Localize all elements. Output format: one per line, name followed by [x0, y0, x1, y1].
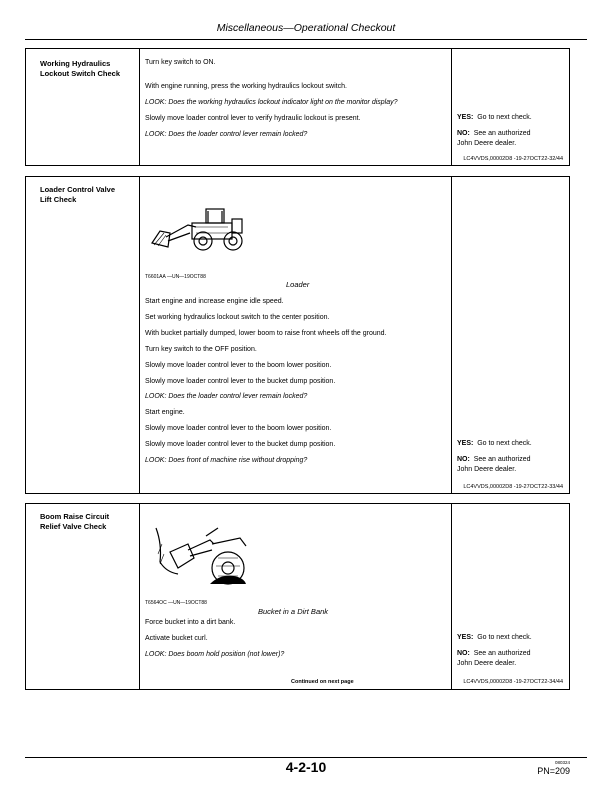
column-divider: [139, 177, 140, 493]
instruction-line: Slowly move loader control lever to the boom lower position.: [145, 425, 332, 432]
section-title-line: Lift Check: [40, 194, 77, 204]
yes-answer: YES: Go to next check.: [457, 114, 532, 121]
instruction-line: Start engine.: [145, 409, 185, 416]
instruction-line: Set working hydraulics lockout switch to the center position.: [145, 314, 330, 321]
look-question: LOOK: Does boom hold position (not lower)?: [145, 651, 285, 658]
section-title-line: Relief Valve Check: [40, 521, 107, 531]
no-answer-cont: John Deere dealer.: [457, 466, 517, 473]
reference-code: LC4VVDS,00002D8 -19-27OCT22-33/44: [463, 484, 563, 490]
look-question: LOOK: Does front of machine rise without dropping?: [145, 457, 308, 464]
instruction-line: Force bucket into a dirt bank.: [145, 619, 236, 626]
section-title-line: Working Hydraulics: [40, 59, 111, 68]
column-divider: [451, 49, 452, 165]
instruction-line: Slowly move loader control lever to the bucket dump position.: [145, 441, 336, 448]
section-title: [40, 59, 120, 78]
section-loader-control-valve-lift: [25, 176, 570, 494]
look-question: LOOK: Does the loader control lever remain locked?: [145, 131, 308, 138]
bucket-dirt-bank-illustration: [148, 524, 248, 586]
column-divider: [451, 177, 452, 493]
figure-caption: Loader: [286, 280, 310, 289]
figure-id: T6601AA —UN—19OCT88: [145, 274, 206, 280]
instruction-line: With bucket partially dumped, lower boom to raise front wheels off the ground.: [145, 330, 387, 337]
look-question: LOOK: Does the working hydraulics lockout indicator light on the monitor display?: [145, 99, 398, 106]
no-answer: NO: See an authorized: [457, 456, 531, 463]
reference-code: LC4VVDS,00002D8 -19-27OCT22-34/44: [463, 679, 563, 685]
column-divider: [139, 49, 140, 165]
column-divider: [139, 504, 140, 689]
instruction-line: Activate bucket curl.: [145, 635, 208, 642]
page-number: 4-2-10: [285, 759, 327, 775]
footer-rule: [25, 757, 587, 758]
instruction-line: Slowly move loader control lever to verify hydraulic lockout is present.: [145, 115, 361, 122]
instruction-line: Slowly move loader control lever to the bucket dump position.: [145, 378, 336, 385]
no-answer-cont: John Deere dealer.: [457, 140, 517, 147]
instruction-line: Turn key switch to ON.: [145, 59, 216, 66]
footer-date-code: 080324: [554, 760, 570, 765]
instruction-line: Slowly move loader control lever to the boom lower position.: [145, 362, 332, 369]
instruction-line: Start engine and increase engine idle speed.: [145, 298, 284, 305]
look-question: LOOK: Does the loader control lever remain locked?: [145, 393, 308, 400]
section-title-line: Lockout Switch Check: [40, 68, 121, 78]
figure-id: T6564OC —UN—19OCT88: [145, 600, 207, 606]
section-title: [40, 185, 115, 204]
section-boom-raise-relief-valve: [25, 503, 570, 690]
instruction-line: Turn key switch to the OFF position.: [145, 346, 257, 353]
section-title-line: Boom Raise Circuit: [40, 512, 110, 521]
instruction-line: With engine running, press the working hydraulics lockout switch.: [145, 83, 347, 90]
footer-pn: PN=209: [537, 766, 570, 776]
continued-note: Continued on next page: [291, 679, 354, 685]
section-title: [40, 512, 109, 531]
yes-answer: YES: Go to next check.: [457, 634, 532, 641]
loader-illustration: [148, 203, 248, 253]
figure-caption: Bucket in a Dirt Bank: [258, 607, 329, 616]
no-answer: NO: See an authorized: [457, 650, 531, 657]
header-rule: [25, 39, 587, 40]
no-answer: NO: See an authorized: [457, 130, 531, 137]
column-divider: [451, 504, 452, 689]
reference-code: LC4VVDS,00002D8 -19-27OCT22-32/44: [463, 156, 563, 162]
page-header-title: Miscellaneous—Operational Checkout: [216, 22, 396, 34]
section-title-line: Loader Control Valve: [40, 185, 116, 194]
section-working-hydraulics-lockout: [25, 48, 570, 166]
yes-answer: YES: Go to next check.: [457, 440, 532, 447]
no-answer-cont: John Deere dealer.: [457, 660, 517, 667]
